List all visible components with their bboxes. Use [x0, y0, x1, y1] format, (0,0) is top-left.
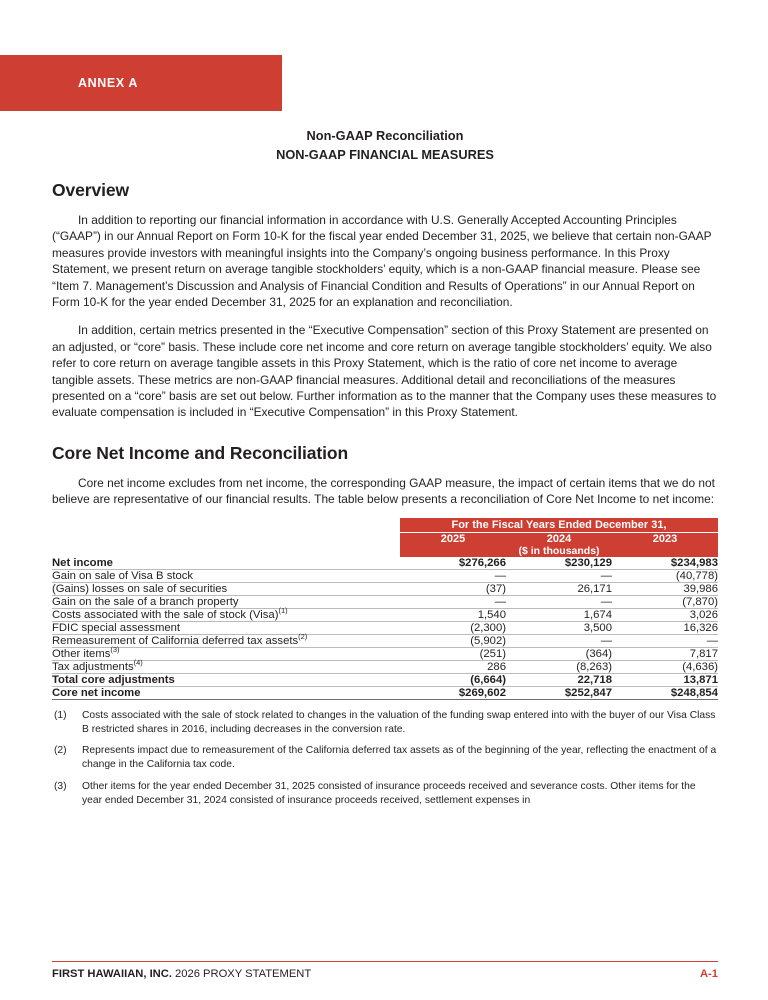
row-label: Core net income	[52, 686, 400, 699]
row-value-2025: (37)	[400, 582, 506, 595]
table-row	[52, 673, 718, 686]
footnotes	[52, 709, 718, 808]
row-value-2024: (364)	[506, 647, 612, 660]
row-label	[52, 631, 400, 647]
overview-paragraph-2: In addition, certain metrics presented in the “Executive Compensation” section of this Proxy Statement are presented on an adjusted, or “core” basis. These include core net income and core return on average tangible stockholders’ equity. We also refer to core return on average tangible assets in this Proxy Statement, which is the ratio of core net income to average tangible assets. These metrics are non-GAAP financial measures. Additional detail and reconciliations of the measures presented on a “core” basis are set out below. Further information as to the manner that the Company uses these measures to evaluate compensation is included in “Executive Compensation” in this Proxy Statement.	[52, 323, 717, 420]
row-value-2025: 286	[400, 660, 506, 673]
footnote-marker: (1)	[54, 709, 67, 721]
page-title-line2: NON-GAAP FINANCIAL MEASURES	[276, 147, 494, 162]
row-label-text: Remeasurement of California deferred tax assets	[52, 634, 299, 647]
footer-document: 2026 PROXY STATEMENT	[171, 968, 312, 980]
row-value-2023: 3,026	[612, 608, 718, 621]
row-label: Net income	[52, 557, 400, 570]
table-row	[52, 595, 718, 608]
header-year-2025: 2025	[400, 532, 506, 545]
row-value-2023: (4,636)	[612, 660, 718, 673]
footnote-item	[52, 744, 718, 772]
row-value-2024: 1,674	[506, 608, 612, 621]
overview-heading: Overview	[52, 180, 130, 200]
table-row	[52, 608, 718, 621]
table-body	[52, 557, 718, 700]
core-net-income-paragraph: Core net income excludes from net income, the corresponding GAAP measure, the impact of certain items that we do not believe are representative of our financial results. The table below presents a reconciliation of Core Net Income to net income:	[52, 475, 715, 507]
row-label: Total core adjustments	[52, 673, 400, 686]
header-period-label: For the Fiscal Years Ended December 31,	[400, 518, 718, 533]
page-title	[52, 126, 718, 164]
footnote-text: Other items for the year ended December 31, 2025 consisted of insurance proceeds received and severance costs. Other items for the year ended December 31, 2024 consisted of insurance proceeds received, settlement expenses in	[82, 780, 696, 806]
row-value-2023: 39,986	[612, 582, 718, 595]
row-label: FDIC special assessment	[52, 621, 400, 634]
row-value-2025: (251)	[400, 647, 506, 660]
header-spacer-2	[52, 532, 400, 545]
core-net-income-heading: Core Net Income and Reconciliation	[52, 442, 349, 463]
footnote-marker: (3)	[54, 780, 67, 792]
footer-company: FIRST HAWAIIAN, INC.	[52, 968, 172, 980]
table-row	[52, 557, 718, 570]
row-value-2024: (8,263)	[506, 660, 612, 673]
footnote-text: Costs associated with the sale of stock related to changes in the valuation of the funding swap entered into with the buyer of our Visa Class B restricted shares in 2016, including decreases in the conversion rate.	[82, 709, 716, 735]
footnote-item	[52, 709, 718, 737]
page-title-line1: Non-GAAP Reconciliation	[306, 128, 464, 143]
table-header-years	[52, 532, 718, 545]
row-value-2025: —	[400, 595, 506, 608]
row-label: (Gains) losses on sale of securities	[52, 582, 400, 595]
footnote-ref: (1)	[278, 605, 288, 615]
table-row	[52, 686, 718, 699]
row-label-text: Costs associated with the sale of stock (Visa)	[52, 608, 279, 621]
row-value-2024: 26,171	[506, 582, 612, 595]
row-value-2024: —	[506, 569, 612, 582]
row-label	[52, 605, 400, 621]
annex-banner	[0, 55, 282, 111]
row-value-2023: $248,854	[612, 686, 718, 699]
overview-paragraph-1: In addition to reporting our financial information in accordance with U.S. Generally Accepted Accounting Principles (“GAAP”) in our Annual Report on Form 10-K for the fiscal year ended December 31, 2025, we believe that certain non-GAAP measures provide investors with meaningful insights into the Company’s ongoing business performance. In this Proxy Statement, we present return on average tangible stockholders’ equity, which is a non-GAAP financial measure. Please see “Item 7. Management’s Discussion and Analysis of Financial Condition and Results of Operations” in our Annual Report on Form 10-K for the year ended December 31, 2025 for an explanation and reconciliation.	[52, 213, 712, 310]
table-row	[52, 634, 718, 647]
row-value-2024: 22,718	[506, 673, 612, 686]
footer-page-number: A-1	[699, 968, 718, 980]
row-label: Gain on the sale of a branch property	[52, 595, 400, 608]
row-label-text: Other items	[52, 647, 111, 660]
footnote-ref: (2)	[298, 631, 308, 641]
annex-label: ANNEX A	[78, 76, 138, 90]
core-net-income-table	[52, 518, 718, 700]
footnote-item	[52, 780, 718, 808]
header-year-2024: 2024	[506, 532, 612, 545]
row-value-2025: 1,540	[400, 608, 506, 621]
table-row	[52, 647, 718, 660]
row-label-text: Tax adjustments	[52, 660, 134, 673]
footnote-text: Represents impact due to remeasurement of the California deferred tax assets as of the beginning of the year, reflecting the enactment of a change in the California tax code.	[82, 745, 717, 771]
row-value-2025: $276,266	[400, 557, 506, 570]
row-value-2023: (7,870)	[612, 595, 718, 608]
row-value-2024: —	[506, 595, 612, 608]
table-header-units	[52, 545, 718, 557]
table-row	[52, 660, 718, 673]
row-value-2025: —	[400, 569, 506, 582]
row-label: Gain on sale of Visa B stock	[52, 569, 400, 582]
footnote-ref: (3)	[110, 644, 120, 654]
row-value-2024: 3,500	[506, 621, 612, 634]
page-content	[52, 126, 718, 815]
table-row	[52, 569, 718, 582]
table-row	[52, 582, 718, 595]
footer-text	[52, 968, 311, 980]
table-header-top	[52, 518, 718, 533]
row-value-2025: (6,664)	[400, 673, 506, 686]
header-units: ($ in thousands)	[400, 545, 718, 557]
row-value-2023: 13,871	[612, 673, 718, 686]
footnote-ref: (4)	[133, 657, 143, 667]
row-label	[52, 644, 400, 660]
row-label	[52, 657, 400, 673]
row-value-2023: (40,778)	[612, 569, 718, 582]
row-value-2025: (2,300)	[400, 621, 506, 634]
row-value-2023: 16,326	[612, 621, 718, 634]
table-row	[52, 621, 718, 634]
row-value-2024: $230,129	[506, 557, 612, 570]
header-spacer	[52, 518, 400, 533]
row-value-2024: —	[506, 634, 612, 647]
row-value-2023: 7,817	[612, 647, 718, 660]
row-value-2023: $234,983	[612, 557, 718, 570]
footnote-marker: (2)	[54, 745, 67, 757]
row-value-2024: $252,847	[506, 686, 612, 699]
row-value-2025: (5,902)	[400, 634, 506, 647]
page-footer	[52, 961, 718, 980]
header-year-2023: 2023	[612, 532, 718, 545]
row-value-2023: —	[612, 634, 718, 647]
header-spacer-3	[52, 545, 400, 557]
row-value-2025: $269,602	[400, 686, 506, 699]
